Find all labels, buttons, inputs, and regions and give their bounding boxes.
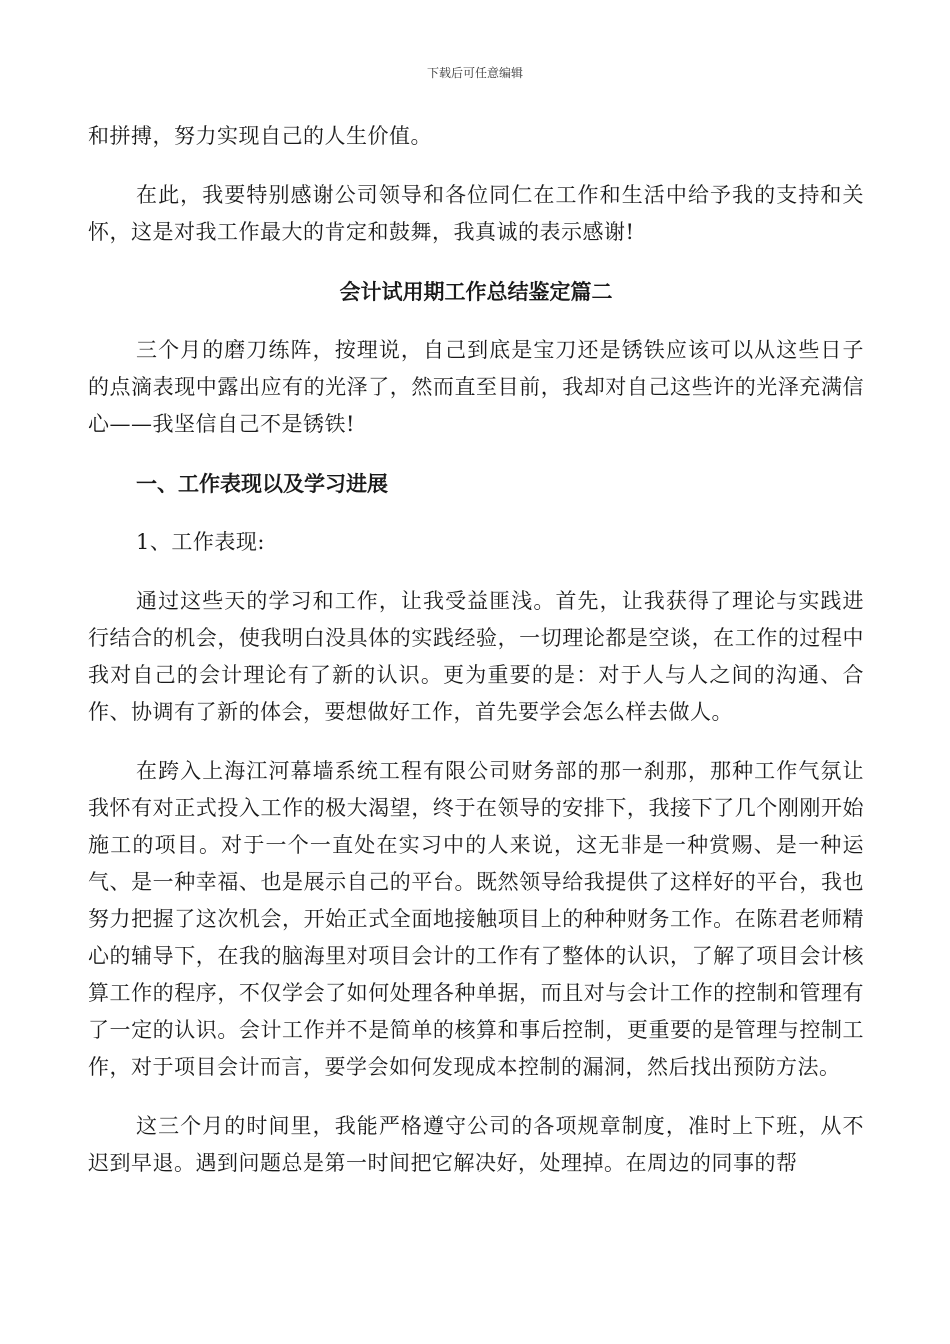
page-header: 下载后可任意编辑 xyxy=(426,66,523,80)
paragraph-3: 三个月的磨刀练阵，按理说，自己到底是宝刀还是锈铁应该可以从这些日子的点滴表现中露出应有的光泽了，然而直至目前，我却对自己这些许的光泽充满信心——我坚信自己不是锈铁! xyxy=(88,338,864,436)
document-body xyxy=(88,118,864,1204)
paragraph-2: 在此，我要特别感谢公司领导和各位同仁在工作和生活中给予我的支持和关怀，这是对我工作最大的肯定和鼓舞，我真诚的表示感谢! xyxy=(88,183,864,244)
paragraph-5: 在跨入上海江河幕墙系统工程有限公司财务部的那一刹那，那种工作气氛让我怀有对正式投入工作的极大渴望，终于在领导的安排下，我接下了几个刚刚开始施工的项目。对于一个一直处在实习中的人来说，这无非是一种赏赐、是一种运气、是一种幸福、也是展示自己的平台。既然领导给我提供了这样好的平台，我也努力把握了这次机会，开始正式全面地接触项目上的种种财务工作。在陈君老师精心的辅导下，在我的脑海里对项目会计的工作有了整体的认识，了解了项目会计核算工作的程序，不仅学会了如何处理各种单据，而且对与会计工作的控制和管理有了一定的认识。会计工作并不是简单的核算和事后控制，更重要的是管理与控制工作，对于项目会计而言，要学会如何发现成本控制的漏洞，然后找出预防方法。 xyxy=(88,759,864,1079)
paragraph-4: 通过这些天的学习和工作，让我受益匪浅。首先，让我获得了理论与实践进行结合的机会，使我明白没具体的实践经验，一切理论都是空谈，在工作的过程中我对自己的会计理论有了新的认识。更为重要的是：对于人与人之间的沟通、合作、协调有了新的体会，要想做好工作，首先要学会怎么样去做人。 xyxy=(88,589,864,724)
heading-1: 一、工作表现以及学习进展 xyxy=(136,471,388,496)
subheading-1: 1、工作表现: xyxy=(136,530,265,554)
section-title: 会计试用期工作总结鉴定篇二 xyxy=(339,279,613,304)
paragraph-1: 和拼搏，努力实现自己的人生价值。 xyxy=(88,124,432,148)
paragraph-6: 这三个月的时间里，我能严格遵守公司的各项规章制度，准时上下班，从不迟到早退。遇到问题总是第一时间把它解决好，处理掉。在周边的同事的帮 xyxy=(88,1114,864,1175)
